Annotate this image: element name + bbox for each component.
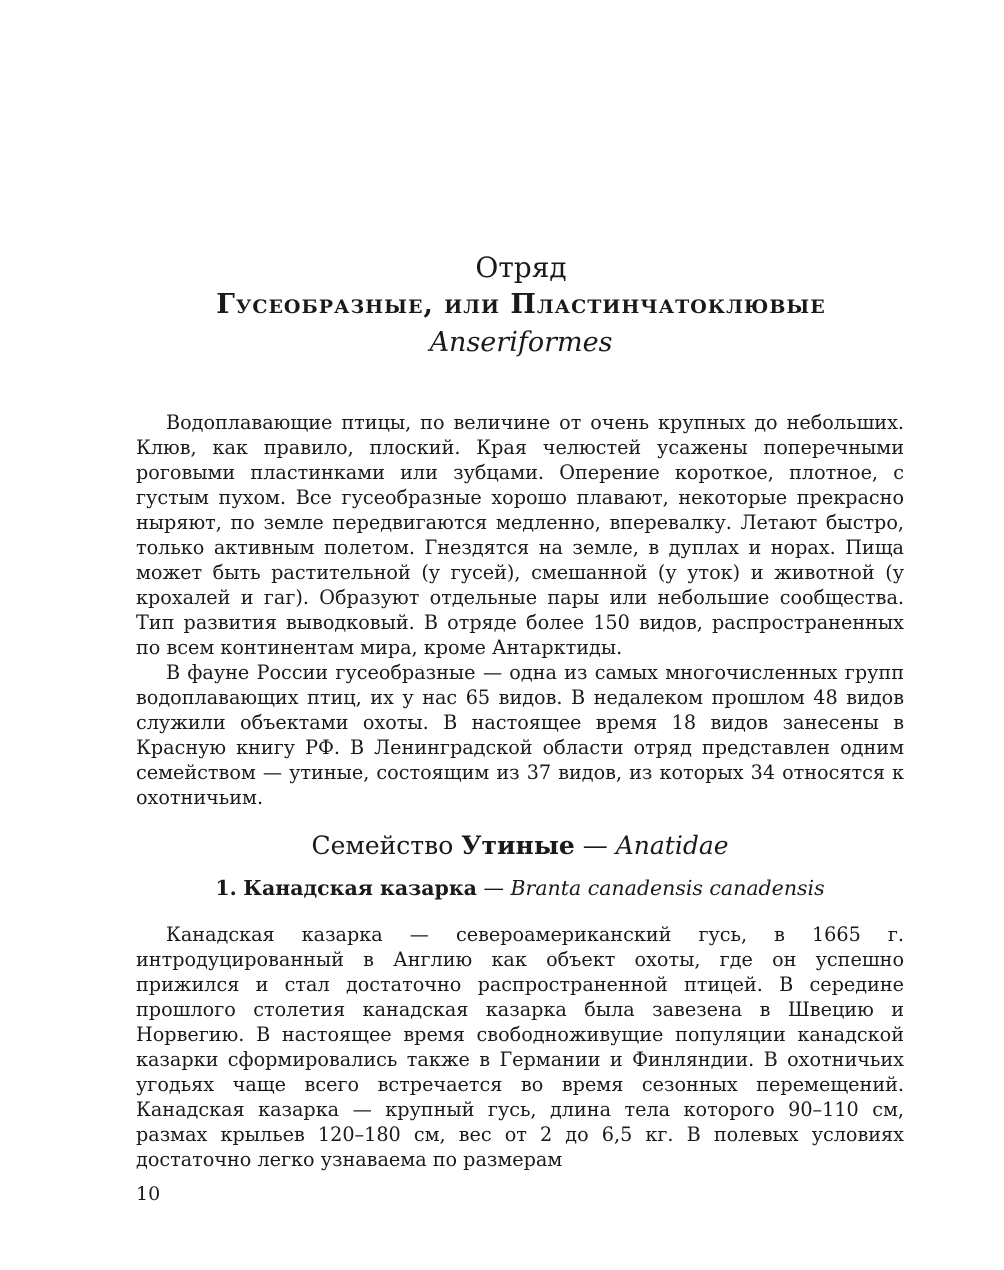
species-number: 1.	[215, 876, 237, 900]
family-dash: —	[582, 831, 608, 860]
family-name: Утиные	[461, 831, 575, 860]
page-number: 10	[136, 1183, 161, 1205]
order-latin-name: Anseriformes	[429, 327, 613, 358]
order-title-block	[0, 250, 1004, 362]
family-prefix: Семейство	[311, 831, 454, 860]
species-heading	[136, 874, 904, 902]
species-description	[136, 922, 904, 1172]
paragraph: Водоплавающие птицы, по величине от очень крупных до небольших. Клюв, как правило, плоский. Края челюстей усажены поперечными роговыми пластинками или зубцами. Оперение короткое, плотное, с густым пухом. Все гусеобразные хорошо плавают, некоторые прекрасно ныряют, по земле передвигаются медленно, вперевалку. Летают быстро, только активным полетом. Гнездятся на земле, в дуплах и норах. Пища может быть растительной (у гусей), смешанной (у уток) и животной (у крохалей и гаг). Образуют отдельные пары или небольшие сообщества. Тип развития выводковый. В отряде более 150 видов, распространенных по всем континентам мира, кроме Антарктиды.	[136, 411, 904, 659]
order-description	[136, 410, 904, 810]
order-name: Гусеобразные, или Пластинчатоклювые	[216, 289, 826, 320]
paragraph: В фауне России гусеобразные — одна из самых многочисленных групп водоплавающих птиц, их у нас 65 видов. В недалеком прошлом 48 видов служили объектами охоты. В настоящее время 18 видов занесены в Красную книгу РФ. В Ленинградской области отряд представлен одним семейством — утиные, состоящим из 37 видов, из которых 34 относятся к охотничьим.	[136, 661, 904, 809]
paragraph: Канадская казарка — североамериканский гусь, в 1665 г. интродуцированный в Англию как объект охоты, где он успешно прижился и стал достаточно распространенной птицей. В середине прошлого столетия канадская казарка была завезена в Швецию и Норвегию. В настоящее время свободноживущие популяции канадской казарки сформировались также в Германии и Финляндии. В охотничьих угодьях чаще всего встречается во время сезонных перемещений. Канадская казарка — крупный гусь, длина тела которого 90–110 см, размах крыльев 120–180 см, вес от 2 до 6,5 кг. В полевых условиях достаточно легко узнаваема по размерам	[136, 923, 904, 1171]
species-dash: —	[483, 876, 504, 900]
family-latin-name: Anatidae	[615, 831, 729, 860]
order-label: Отряд	[475, 251, 567, 284]
family-heading	[136, 830, 904, 862]
species-name: Канадская казарка	[243, 876, 477, 900]
species-latin-name: Branta canadensis canadensis	[510, 876, 825, 900]
